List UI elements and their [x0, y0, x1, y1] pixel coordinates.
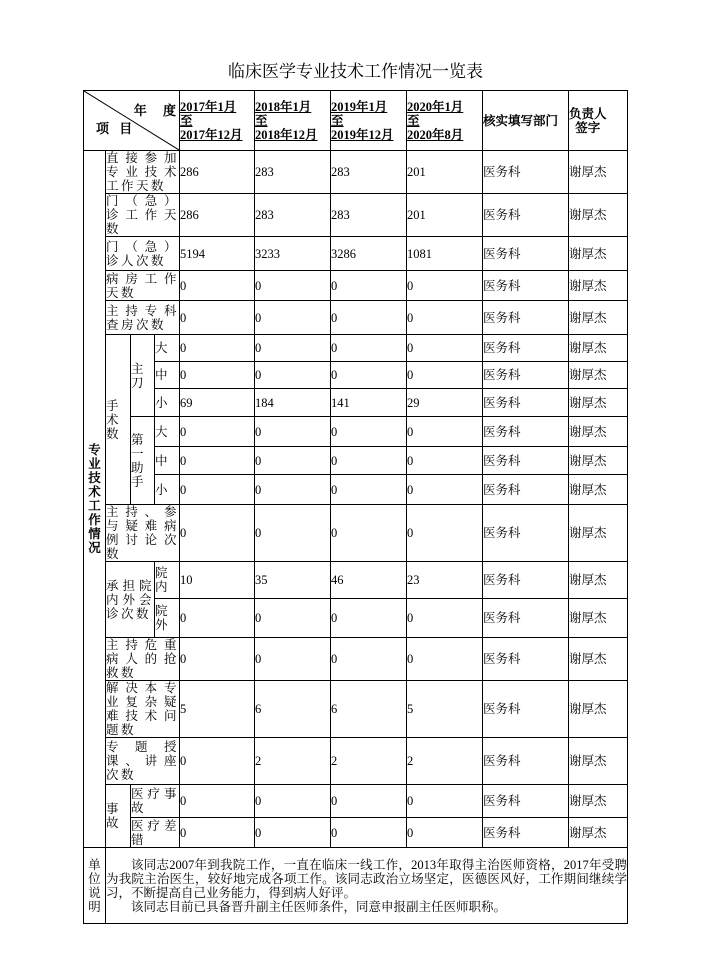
period-header-2017 [180, 91, 255, 151]
consultation-label: 承担院内外会诊次数 [106, 562, 155, 638]
value-2017: 286 [180, 151, 255, 194]
signature-header [569, 91, 628, 151]
value-2017: 0 [180, 738, 255, 785]
value-2020: 0 [407, 447, 483, 475]
period-end: 2020年8月 [407, 127, 464, 142]
value-2017: 0 [180, 505, 255, 562]
value-2018: 0 [255, 335, 331, 362]
value-2019: 0 [331, 271, 407, 301]
surgery-size-label: 大 [155, 335, 180, 362]
work-summary-table [83, 90, 628, 924]
table-row [84, 417, 628, 447]
responsible-person: 谢厚杰 [569, 447, 628, 475]
verifying-department: 医务科 [483, 335, 569, 362]
responsible-person: 谢厚杰 [569, 475, 628, 505]
value-2019: 141 [331, 389, 407, 417]
value-2019: 0 [331, 818, 407, 848]
value-2017: 0 [180, 818, 255, 848]
surgery-size-label: 小 [155, 475, 180, 505]
responsible-person: 谢厚杰 [569, 785, 628, 818]
row-label: 主持危重病人的抢救数 [106, 638, 179, 680]
period-to: 至 [407, 113, 420, 128]
table-row [84, 447, 628, 475]
value-2020: 23 [407, 562, 483, 599]
value-2017: 0 [180, 362, 255, 389]
value-2018: 0 [255, 417, 331, 447]
responsible-person: 谢厚杰 [569, 237, 628, 271]
value-2018: 3233 [255, 237, 331, 271]
value-2019: 0 [331, 785, 407, 818]
verifying-department: 医务科 [483, 362, 569, 389]
value-2019: 0 [331, 475, 407, 505]
value-2018: 0 [255, 599, 331, 638]
verifying-department: 医务科 [483, 475, 569, 505]
table-row [84, 785, 628, 818]
value-2019: 0 [331, 447, 407, 475]
period-header-2020 [407, 91, 483, 151]
value-2017: 0 [180, 271, 255, 301]
verifying-department: 医务科 [483, 738, 569, 785]
value-2019: 2 [331, 738, 407, 785]
value-2020: 29 [407, 389, 483, 417]
responsible-person: 谢厚杰 [569, 151, 628, 194]
responsible-person: 谢厚杰 [569, 638, 628, 681]
value-2020: 0 [407, 785, 483, 818]
table-row [84, 505, 628, 562]
responsible-person: 谢厚杰 [569, 194, 628, 237]
value-2017: 0 [180, 475, 255, 505]
surgery-size-label: 中 [155, 362, 180, 389]
value-2019: 283 [331, 151, 407, 194]
value-2019: 0 [331, 335, 407, 362]
period-end: 2019年12月 [331, 127, 394, 142]
value-2020: 2 [407, 738, 483, 785]
period-to: 至 [331, 113, 344, 128]
value-2017: 69 [180, 389, 255, 417]
value-2018: 184 [255, 389, 331, 417]
value-2020: 0 [407, 335, 483, 362]
value-2020: 0 [407, 638, 483, 681]
value-2020: 0 [407, 417, 483, 447]
responsible-person: 谢厚杰 [569, 301, 628, 335]
value-2017: 0 [180, 447, 255, 475]
remarks-label: 单位说明 [84, 848, 106, 924]
value-2017: 0 [180, 638, 255, 681]
table-row [84, 362, 628, 389]
signature-header-line2: 签字 [575, 120, 601, 135]
table-row [84, 335, 628, 362]
surgery-size-label: 中 [155, 447, 180, 475]
row-label: 主持、参与疑难病例讨论次数 [106, 505, 179, 561]
value-2018: 0 [255, 447, 331, 475]
table-row [84, 599, 628, 638]
value-2019: 0 [331, 362, 407, 389]
value-2020: 1081 [407, 237, 483, 271]
verifying-department: 医务科 [483, 599, 569, 638]
responsible-person: 谢厚杰 [569, 335, 628, 362]
header-item-label: 项 目 [96, 121, 133, 136]
value-2017: 0 [180, 599, 255, 638]
row-label: 主持专科查房次数 [106, 301, 180, 335]
row-label: 门（急）诊人次数 [106, 237, 180, 271]
verifying-department: 医务科 [483, 417, 569, 447]
value-2019: 0 [331, 638, 407, 681]
value-2018: 0 [255, 475, 331, 505]
period-header-2019 [331, 91, 407, 151]
value-2017: 10 [180, 562, 255, 599]
verifying-department: 医务科 [483, 638, 569, 681]
value-2018: 2 [255, 738, 331, 785]
verifying-department: 医务科 [483, 818, 569, 848]
verifying-department: 医务科 [483, 447, 569, 475]
row-label: 直接参加专业技术工作天数 [106, 151, 179, 193]
period-start: 2020年1月 [407, 99, 464, 114]
value-2018: 283 [255, 194, 331, 237]
value-2017: 5194 [180, 237, 255, 271]
value-2017: 0 [180, 417, 255, 447]
value-2020: 5 [407, 681, 483, 738]
value-2020: 201 [407, 151, 483, 194]
period-to: 至 [180, 113, 193, 128]
header-corner-cell [84, 91, 180, 151]
row-label: 病房工作天数 [106, 271, 179, 300]
responsible-person: 谢厚杰 [569, 681, 628, 738]
table-row [84, 818, 628, 848]
table-row [84, 271, 628, 301]
header-row [84, 91, 628, 151]
value-2019: 0 [331, 505, 407, 562]
responsible-person: 谢厚杰 [569, 818, 628, 848]
responsible-person: 谢厚杰 [569, 389, 628, 417]
remark-paragraph: 该同志目前已具备晋升副主任医师条件，同意申报副主任医师职称。 [131, 899, 507, 914]
row-label: 医疗事故 [131, 785, 180, 818]
value-2019: 3286 [331, 237, 407, 271]
surgery-size-label: 大 [155, 417, 180, 447]
value-2019: 46 [331, 562, 407, 599]
responsible-person: 谢厚杰 [569, 362, 628, 389]
value-2019: 0 [331, 599, 407, 638]
remarks-text [106, 848, 628, 924]
value-2020: 0 [407, 362, 483, 389]
lead-surgeon-label: 主刀 [131, 335, 155, 417]
value-2018: 0 [255, 271, 331, 301]
header-year-label: 年 度 [133, 103, 176, 118]
responsible-person: 谢厚杰 [569, 738, 628, 785]
value-2020: 0 [407, 301, 483, 335]
period-end: 2017年12月 [180, 127, 243, 142]
surgery-size-label: 小 [155, 389, 180, 417]
value-2020: 0 [407, 505, 483, 562]
department-header: 核实填写部门 [483, 91, 569, 151]
verifying-department: 医务科 [483, 271, 569, 301]
table-row [84, 389, 628, 417]
verifying-department: 医务科 [483, 237, 569, 271]
value-2020: 0 [407, 599, 483, 638]
value-2018: 0 [255, 505, 331, 562]
row-label: 医疗差错 [131, 818, 179, 847]
verifying-department: 医务科 [483, 681, 569, 738]
value-2019: 6 [331, 681, 407, 738]
value-2017: 0 [180, 301, 255, 335]
verifying-department: 医务科 [483, 389, 569, 417]
value-2018: 35 [255, 562, 331, 599]
value-2017: 5 [180, 681, 255, 738]
row-label: 解决本专业复杂疑难技术问题数 [106, 681, 179, 737]
verifying-department: 医务科 [483, 562, 569, 599]
responsible-person: 谢厚杰 [569, 417, 628, 447]
responsible-person: 谢厚杰 [569, 599, 628, 638]
remarks-row [84, 848, 628, 924]
table-row [84, 681, 628, 738]
table-row [84, 151, 628, 194]
row-label: 门（急）诊工作天数 [106, 194, 179, 236]
value-2020: 0 [407, 475, 483, 505]
period-start: 2019年1月 [331, 99, 388, 114]
table-row [84, 194, 628, 237]
value-2019: 0 [331, 301, 407, 335]
document-title: 临床医学专业技术工作情况一览表 [228, 62, 483, 82]
period-end: 2018年12月 [255, 127, 318, 142]
consultation-type-label: 院内 [155, 562, 180, 599]
value-2020: 0 [407, 271, 483, 301]
value-2018: 0 [255, 785, 331, 818]
value-2017: 0 [180, 335, 255, 362]
table-row [84, 237, 628, 271]
value-2020: 0 [407, 818, 483, 848]
value-2017: 286 [180, 194, 255, 237]
value-2018: 283 [255, 151, 331, 194]
section-label: 专业技术工作情况 [84, 151, 106, 848]
value-2018: 0 [255, 818, 331, 848]
table-row [84, 475, 628, 505]
period-header-2018 [255, 91, 331, 151]
value-2020: 201 [407, 194, 483, 237]
value-2018: 0 [255, 638, 331, 681]
consultation-type-label: 院外 [155, 599, 180, 638]
value-2018: 0 [255, 301, 331, 335]
value-2018: 0 [255, 362, 331, 389]
table-row [84, 638, 628, 681]
remark-paragraph: 该同志2007年到我院工作，一直在临床一线工作，2013年取得主治医师资格，2017年受聘为我院主治医生，较好地完成各项工作。该同志政治立场坚定，医德医风好，工作期间继续学习，不断提高自己业务能力，得到病人好评。 [106, 857, 627, 900]
responsible-person: 谢厚杰 [569, 271, 628, 301]
surgery-count-label: 手术数 [106, 335, 131, 505]
verifying-department: 医务科 [483, 785, 569, 818]
accident-label: 事故 [106, 785, 131, 848]
verifying-department: 医务科 [483, 151, 569, 194]
verifying-department: 医务科 [483, 194, 569, 237]
value-2018: 6 [255, 681, 331, 738]
signature-header-line1: 负责人 [569, 106, 607, 121]
period-start: 2018年1月 [255, 99, 312, 114]
responsible-person: 谢厚杰 [569, 562, 628, 599]
value-2017: 0 [180, 785, 255, 818]
table-row [84, 301, 628, 335]
period-to: 至 [255, 113, 268, 128]
row-label: 专题授课、讲座次数 [106, 738, 180, 785]
table-row [84, 562, 628, 599]
responsible-person: 谢厚杰 [569, 505, 628, 562]
value-2019: 283 [331, 194, 407, 237]
period-start: 2017年1月 [180, 99, 237, 114]
verifying-department: 医务科 [483, 301, 569, 335]
first-assistant-label: 第一助手 [131, 417, 155, 505]
value-2019: 0 [331, 417, 407, 447]
table-row [84, 738, 628, 785]
verifying-department: 医务科 [483, 505, 569, 562]
